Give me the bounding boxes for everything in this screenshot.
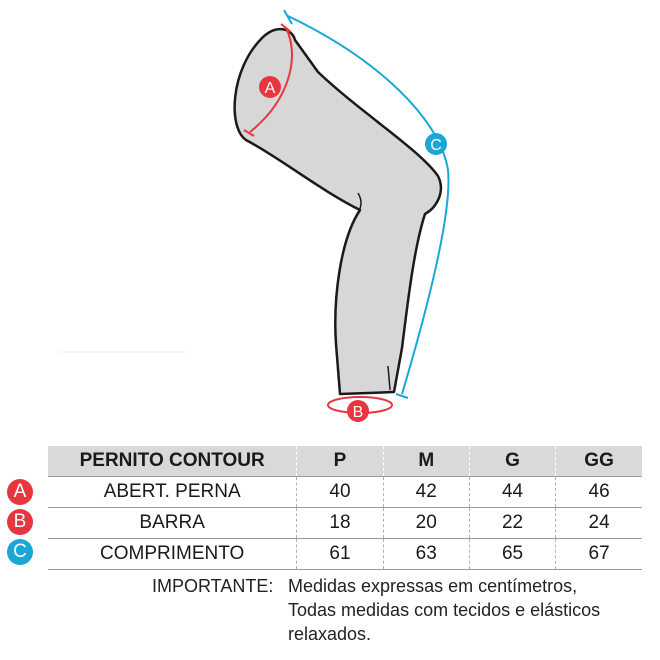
row-label: BARRA	[139, 512, 205, 533]
table-marker-a: A	[7, 479, 33, 505]
size-header: GG	[556, 446, 642, 477]
table-cell: 67	[556, 539, 642, 570]
table-cell: 65	[469, 539, 555, 570]
table-title: PERNITO CONTOUR	[48, 446, 297, 477]
table-cell: 44	[469, 477, 555, 508]
note-body	[288, 574, 660, 646]
table-row	[48, 477, 642, 508]
table-cell: 61	[297, 539, 383, 570]
note-heading: IMPORTANTE:	[152, 576, 274, 596]
marker-c-letter: C	[430, 137, 442, 154]
row-label: COMPRIMENTO	[100, 543, 245, 564]
table-cell: 46	[556, 477, 642, 508]
table-cell: 63	[383, 539, 469, 570]
table-cell: 18	[297, 508, 383, 539]
table-row	[48, 539, 642, 570]
row-label: ABERT. PERNA	[103, 481, 241, 502]
table-cell: 42	[383, 477, 469, 508]
important-note	[152, 574, 601, 644]
size-header: P	[297, 446, 383, 477]
table-row	[48, 508, 642, 539]
table-cell: 22	[469, 508, 555, 539]
table-cell: 40	[297, 477, 383, 508]
size-header: G	[469, 446, 555, 477]
note-line: Todas medidas com tecidos e elásticos	[288, 600, 601, 620]
table-cell: 24	[556, 508, 642, 539]
marker-b-letter: B	[352, 404, 364, 421]
table-header-row	[48, 446, 642, 477]
measure-c-tick-bottom	[396, 394, 408, 398]
note-line: Medidas expressas em centímetros,	[288, 576, 578, 596]
size-table	[48, 446, 642, 570]
note-line: relaxados.	[288, 624, 372, 644]
size-header: M	[383, 446, 469, 477]
table-marker-b: B	[7, 509, 33, 535]
table-marker-c: C	[7, 539, 33, 565]
table-cell: 20	[383, 508, 469, 539]
marker-a-letter: A	[264, 80, 276, 97]
